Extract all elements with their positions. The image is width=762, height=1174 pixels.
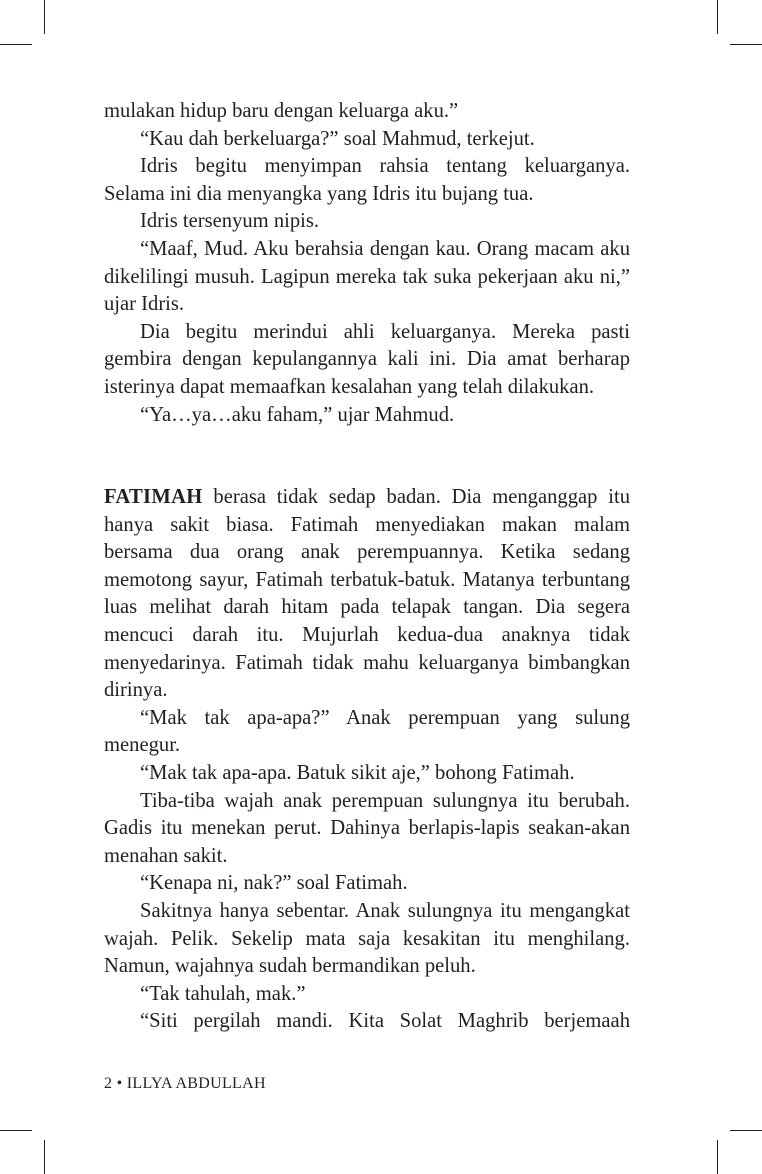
paragraph: Sakitnya hanya sebentar. Anak sulungnya itu mengangkat wajah. Pelik. Sekelip mata saja kesakitan itu menghilang. Namun, wajahnya sudah bermandikan peluh. bbox=[104, 899, 630, 978]
crop-mark-top-left-h bbox=[0, 44, 32, 45]
paragraph: “Kau dah berkeluarga?” soal Mahmud, terkejut. bbox=[140, 127, 535, 150]
paragraph: Tiba-tiba wajah anak perempuan sulungnya itu berubah. Gadis itu menekan perut. Dahinya berlapis-lapis seakan-akan menahan sakit. bbox=[104, 789, 630, 867]
crop-mark-top-right-h bbox=[730, 44, 762, 45]
paragraph: Idris tersenyum nipis. bbox=[140, 210, 320, 233]
crop-mark-bottom-left bbox=[44, 1140, 45, 1174]
paragraph: “Kenapa ni, nak?” soal Fatimah. bbox=[140, 872, 408, 895]
crop-mark-bottom-left-h bbox=[0, 1130, 32, 1131]
opening-text: berasa tidak sedap badan. Dia menganggap itu hanya sakit biasa. Fatimah menyediakan makan malam bersama dua orang anak perempuannya. Ketika sedang memotong sayur, Fatimah terbatuk-batuk. Matanya terbuntang luas melihat darah hitam pada telapak tangan. Dia segera mencuci darah itu. Mujurlah kedua-dua anaknya tidak menyedarinya. Fatimah tidak mahu keluarganya bimbangkan dirinya. bbox=[104, 486, 630, 702]
paragraph: Idris begitu menyimpan rahsia tentang keluarganya. Selama ini dia menyangka yang Idris itu bujang tua. bbox=[104, 155, 630, 205]
text-block-1 bbox=[104, 98, 630, 429]
paragraph: “Tak tahulah, mak.” bbox=[140, 982, 306, 1005]
crop-mark-top-left bbox=[44, 0, 45, 34]
page-footer: 2 • ILLYA ABDULLAH bbox=[104, 1075, 266, 1092]
section-opening-paragraph bbox=[104, 484, 630, 705]
paragraph: “Ya…ya…aku faham,” ujar Mahmud. bbox=[140, 403, 455, 426]
paragraph: “Mak tak apa-apa. Batuk sikit aje,” bohong Fatimah. bbox=[140, 761, 575, 784]
paragraph: “Siti pergilah mandi. Kita Solat Maghrib berjemaah bbox=[140, 1010, 630, 1033]
crop-mark-top-right bbox=[717, 0, 718, 34]
crop-mark-bottom-right bbox=[717, 1140, 718, 1174]
paragraph: “Mak tak apa-apa?” Anak perempuan yang sulung menegur. bbox=[104, 706, 630, 757]
paragraph: Dia begitu merindui ahli keluarganya. Mereka pasti gembira dengan kepulangannya kali ini. Dia amat berharap isterinya dapat memaafkan kesalahan yang telah dilakukan. bbox=[104, 320, 630, 398]
section-lead-word: FATIMAH bbox=[104, 486, 203, 508]
crop-mark-bottom-right-h bbox=[730, 1130, 762, 1131]
paragraph: “Maaf, Mud. Aku berahsia dengan kau. Orang macam aku dikelilingi musuh. Lagipun mereka tak suka pekerjaan aku ni,” ujar Idris. bbox=[104, 237, 630, 316]
text-block-2 bbox=[104, 484, 630, 1036]
paragraph: mulakan hidup baru dengan keluarga aku.” bbox=[104, 100, 459, 122]
